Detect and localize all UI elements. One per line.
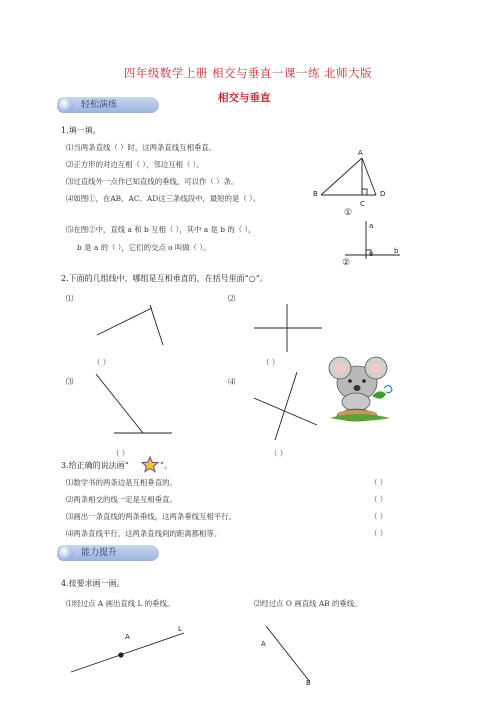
q2-answer-2[interactable]: （ ） — [262, 358, 280, 367]
page-title: 四年级数学上册 相交与垂直一课一练 北师大版 — [123, 66, 373, 80]
q2-figure-3 — [96, 374, 172, 433]
q3-item-4: ⑷两条直线平行，这两条直线间的距离都相等。 — [66, 529, 222, 538]
banner-label: 能力提升 — [81, 548, 118, 558]
q1-item-6: b 是 a 的（ ），它们的交点 o 叫做（ ）。 — [77, 243, 211, 252]
q2-answer-3[interactable]: （ ） — [112, 449, 130, 458]
fig2-label-b: b — [394, 247, 399, 255]
fig1-number: ① — [344, 208, 353, 218]
q3-item-1: ⑴数学书的两条边是互相垂直的。 — [66, 478, 177, 487]
fig1-label-b: B — [313, 190, 318, 198]
q3-answer-2[interactable]: （ ） — [370, 495, 388, 504]
q3-answer-3[interactable]: （ ） — [370, 512, 388, 521]
fig1-label-a: A — [358, 149, 363, 157]
q1-item-2: ⑵正方形的对边互相（ ），邻边互相（ ）。 — [66, 160, 204, 169]
q4-item-1: ⑴经过点 A 画出直线 L 的垂线。 — [66, 599, 175, 608]
q3-heading-start: 3.给正确的说法画“ — [61, 461, 129, 470]
q4-fig2-label-b: B — [306, 679, 311, 687]
q3-answer-1[interactable]: （ ） — [370, 478, 388, 487]
q4-item-2: ⑵经过点 O 画直线 AB 的垂线。 — [254, 599, 362, 608]
q3-heading-end: ”。 — [160, 461, 173, 470]
fig1-label-d: D — [380, 190, 386, 198]
q2-label-2: ⑵ — [228, 294, 236, 303]
banner-label: 轻松演练 — [81, 100, 118, 110]
q2-figure-2 — [254, 304, 322, 352]
q3-answer-4[interactable]: （ ） — [370, 529, 388, 538]
q1-heading: 1.填一填。 — [61, 126, 101, 135]
triangle-figure — [321, 158, 376, 195]
banner-ability — [57, 545, 159, 561]
q1-item-5: ⑸在图②中，直线 a 和 b 互相（ ），其中 a 是 b 的（ ）， — [66, 225, 256, 234]
fig2-label-a: a — [369, 222, 374, 230]
q4-figure-2 — [266, 626, 310, 682]
q4-heading: 4.按要求画一画。 — [61, 579, 125, 588]
q4-fig1-label-a: A — [125, 633, 130, 641]
q2-label-4: ⑷ — [228, 377, 236, 386]
q2-label-1: ⑴ — [66, 294, 74, 303]
q3-item-3: ⑶画出一条直线的两条垂线，这两条垂线互相平行。 — [66, 512, 236, 521]
q2-figure-4 — [254, 372, 317, 440]
q1-item-3: ⑶过直线外一点作已知直线的垂线，可以作（ ）条。 — [66, 177, 239, 186]
section-title: 相交与垂直 — [218, 92, 271, 104]
fig2-label-o: o — [369, 250, 374, 258]
q2-answer-4[interactable]: （ ） — [270, 449, 288, 458]
ball-icon — [59, 546, 73, 560]
q3-item-2: ⑵两条相交的线一定是互相垂直。 — [66, 495, 177, 504]
q2-figure-1 — [97, 305, 163, 345]
fig1-label-c: C — [360, 200, 365, 208]
q4-fig2-label-a: A — [261, 640, 266, 648]
q2-heading: 2.下面的几组线中，哪组是互相垂直的，在括号里面“○”。 — [61, 274, 268, 283]
koala-illustration — [329, 357, 392, 421]
star-icon — [142, 457, 158, 472]
q2-answer-1[interactable]: （ ） — [93, 358, 111, 367]
fig2-number: ② — [342, 258, 351, 268]
q1-item-1: ⑴当两条直线（ ）时，这两条直线互相垂直。 — [66, 143, 217, 152]
q4-fig1-label-l: L — [178, 625, 182, 633]
q1-item-4: ⑷如图①，在AB、AC、AD这三条线段中，最短的是（ ）。 — [66, 194, 261, 203]
q2-label-3: ⑶ — [66, 377, 74, 386]
